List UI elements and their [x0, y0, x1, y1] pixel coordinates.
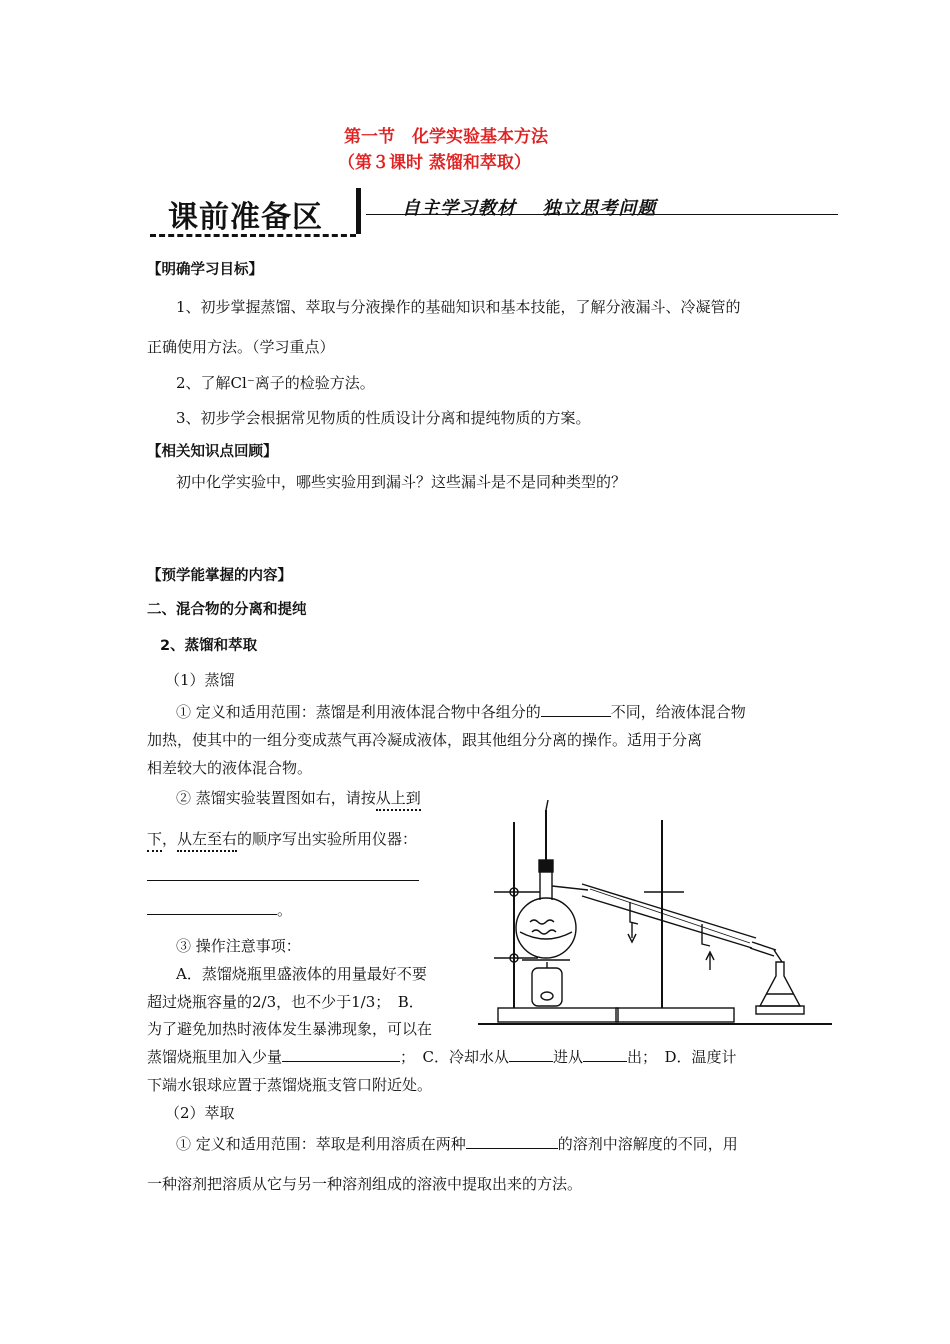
- apparatus-line2: [147, 828, 417, 849]
- distill-def-part1: ① 定义和适用范围：蒸馏是利用液体混合物中各组分的: [176, 703, 541, 721]
- answer-period: 。: [277, 901, 293, 919]
- distill-definition-line1: [176, 701, 746, 722]
- apparatus-text-c: 的顺序写出实验所用仪器：: [237, 830, 418, 848]
- banner-right-label: 自主学习教材 独立思考问题: [402, 198, 657, 219]
- note-b-line2: [147, 1046, 737, 1067]
- note-b-text-d: 出； D．温度计: [627, 1048, 737, 1066]
- distill-def-part2: 不同，给液体混合物: [610, 703, 746, 721]
- blank-water-out[interactable]: [583, 1047, 627, 1062]
- distill-definition-line2: 加热，使其中的一组分变成蒸气再冷凝成液体，跟其他组分分离的操作。适用于分离: [147, 731, 703, 749]
- apparatus-text-a: ② 蒸馏实验装置图如右，请按: [176, 789, 376, 807]
- apparatus-comma: ，: [162, 830, 178, 848]
- section-heading: 二、混合物的分离和提纯: [147, 602, 307, 618]
- extract-title: （2）萃取: [165, 1104, 235, 1122]
- goals-heading: 【明确学习目标】: [147, 262, 263, 278]
- preview-heading: 【预学能掌握的内容】: [147, 568, 292, 584]
- extract-def-part2: 的溶剂中溶解度的不同，用: [557, 1135, 738, 1153]
- distill-title: （1）蒸馏: [165, 671, 235, 689]
- note-d-line: 下端水银球应置于蒸馏烧瓶支管口附近处。: [147, 1076, 433, 1094]
- distill-definition-line3: 相差较大的液体混合物。: [147, 759, 313, 777]
- goal-item-3: 3、初步学会根据常见物质的性质设计分离和提纯物质的方案。: [176, 409, 591, 427]
- distillation-apparatus-diagram: [470, 800, 840, 1030]
- extract-definition-line2: 一种溶剂把溶质从它与另一种溶剂组成的溶液中提取出来的方法。: [147, 1175, 583, 1193]
- blank-water-in[interactable]: [509, 1047, 553, 1062]
- blank-immiscible[interactable]: [466, 1134, 558, 1149]
- review-question: 初中化学实验中，哪些实验用到漏斗？这些漏斗是不是同种类型的？: [176, 473, 627, 491]
- note-a-line2: 超过烧瓶容量的2/3，也不少于1/3； B．: [147, 993, 424, 1011]
- notes-title: ③ 操作注意事项：: [176, 937, 301, 955]
- banner-dashed-rule: [150, 234, 356, 237]
- answer-line-1[interactable]: [147, 880, 419, 881]
- note-b-text-c: 进从: [553, 1048, 584, 1066]
- emphasis-left-to-right: 从左至右: [177, 830, 237, 852]
- apparatus-line1: [176, 787, 421, 808]
- note-b-text-b: ； C．冷却水从: [400, 1048, 509, 1066]
- answer-line-2[interactable]: [147, 900, 277, 915]
- emphasis-top-to-bottom: 从上到: [376, 789, 421, 811]
- extract-definition-line1: [176, 1133, 738, 1154]
- note-b-line1: 为了避免加热时液体发生暴沸现象，可以在: [147, 1020, 433, 1038]
- goal-item-1a: 1、初步掌握蒸馏、萃取与分液操作的基础知识和基本技能，了解分液漏斗、冷凝管的: [176, 298, 741, 316]
- page-title: 第一节 化学实验基本方法: [344, 127, 548, 147]
- answer-line-2-row: [147, 899, 292, 920]
- banner-underline: [366, 214, 838, 215]
- goal-item-2: 2、了解Cl⁻离子的检验方法。: [176, 374, 375, 392]
- banner-left-label: 课前准备区: [168, 200, 323, 235]
- banner-vertical-bar: [356, 188, 361, 234]
- note-b-text-a: 蒸馏烧瓶里加入少量: [147, 1048, 283, 1066]
- extract-def-part1: ① 定义和适用范围：萃取是利用溶质在两种: [176, 1135, 466, 1153]
- note-a-line1: A．蒸馏烧瓶里盛液体的用量最好不要: [176, 965, 427, 983]
- blank-boiling-point[interactable]: [541, 702, 611, 717]
- emphasis-bottom: 下: [147, 830, 162, 852]
- page-subtitle: （第３课时 蒸馏和萃取）: [338, 153, 531, 173]
- blank-zeolite[interactable]: [282, 1047, 400, 1062]
- review-heading: 【相关知识点回顾】: [147, 444, 278, 460]
- subsection-heading: 2、蒸馏和萃取: [160, 638, 258, 654]
- goal-item-1b: 正确使用方法。（学习重点）: [147, 338, 335, 356]
